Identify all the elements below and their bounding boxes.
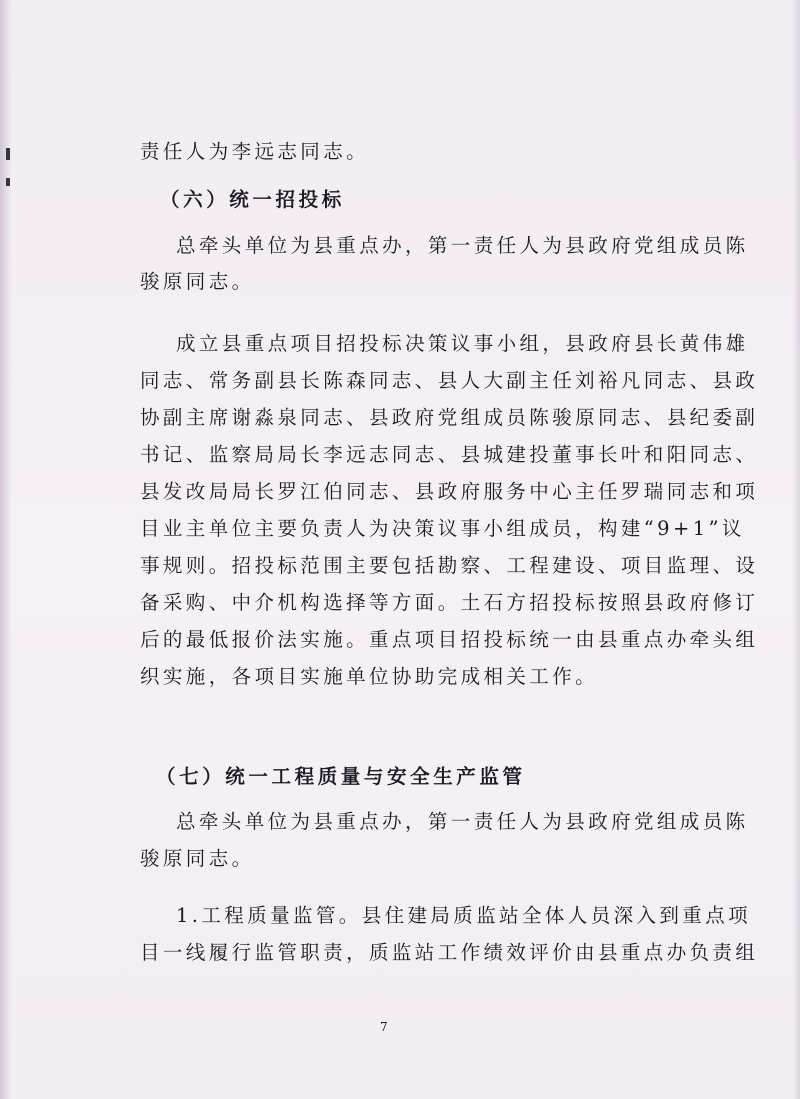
binding-mark <box>6 148 10 160</box>
body-line: 县发改局局长罗江伯同志、县政府服务中心主任罗瑞同志和项 <box>140 480 759 503</box>
body-line: 骏原同志。 <box>140 847 255 870</box>
body-line: 书记、监察局局长李远志同志、县城建投董事长叶和阳同志、 <box>140 443 759 466</box>
section-heading: （七）统一工程质量与安全生产监管 <box>156 765 526 788</box>
body-line: 协副主席谢淼泉同志、县政府党组成员陈骏原同志、县纪委副 <box>140 406 759 429</box>
body-line: 备采购、中介机构选择等方面。土石方招投标按照县政府修订 <box>140 591 759 614</box>
page-number: 7 <box>380 1020 388 1034</box>
body-line: 责任人为李远志同志。 <box>140 140 370 163</box>
body-line: 总牵头单位为县重点办，第一责任人为县政府党组成员陈 <box>176 234 749 257</box>
page-right-edge <box>792 0 800 1099</box>
body-line: 成立县重点项目招投标决策议事小组，县政府县长黄伟雄 <box>176 332 749 355</box>
body-line: 目业主单位主要负责人为决策议事小组成员，构建“9+1”议 <box>140 517 745 540</box>
body-line: 总牵头单位为县重点办，第一责任人为县政府党组成员陈 <box>176 810 749 833</box>
body-line: 后的最低报价法实施。重点项目招投标统一由县重点办牵头组 <box>140 628 759 651</box>
binding-mark <box>6 178 10 186</box>
body-line: 同志、常务副县长陈森同志、县人大副主任刘裕凡同志、县政 <box>140 369 759 392</box>
body-line: 织实施，各项目实施单位协助完成相关工作。 <box>140 665 599 688</box>
section-heading: （六）统一招投标 <box>160 188 345 211</box>
body-line: 1.工程质量监管。县住建局质监站全体人员深入到重点项 <box>176 904 752 927</box>
body-line: 目一线履行监管职责，质监站工作绩效评价由县重点办负责组 <box>140 941 759 964</box>
body-line: 事规则。招投标范围主要包括勘察、工程建设、项目监理、设 <box>140 554 759 577</box>
page-left-edge <box>0 0 12 1099</box>
body-line: 骏原同志。 <box>140 270 255 293</box>
